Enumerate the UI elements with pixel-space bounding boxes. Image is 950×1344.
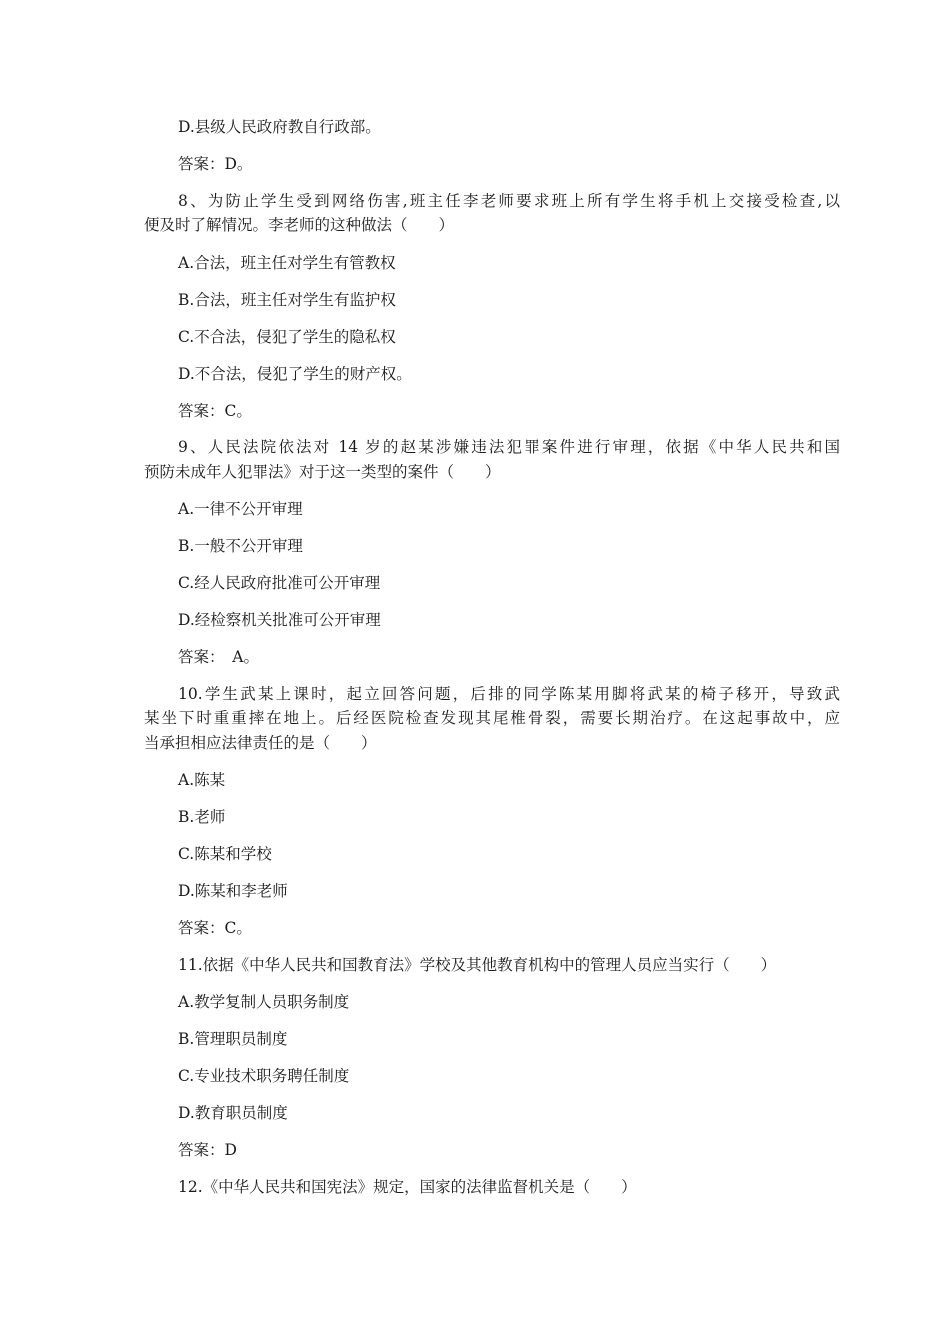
option-8d: D.不合法，侵犯了学生的财产权。 (178, 365, 412, 383)
option-11a: A.教学复制人员职务制度 (178, 993, 350, 1011)
option-9b: B.一般不公开审理 (178, 537, 303, 555)
option-11c: C.专业技术职务聘任制度 (178, 1067, 350, 1085)
option-9a: A.一律不公开审理 (178, 500, 303, 518)
answer-10: 答案：C。 (178, 919, 252, 937)
option-10a: A.陈某 (178, 771, 226, 789)
option-10c: C.陈某和学校 (178, 845, 272, 863)
question-10-line-1: 10.学生武某上课时，起立回答问题，后排的同学陈某用脚将武某的椅子移开，导致武 (178, 685, 840, 703)
option-11b: B.管理职员制度 (178, 1030, 288, 1048)
option-10d: D.陈某和李老师 (178, 882, 288, 900)
option-9d: D.经检察机关批准可公开审理 (178, 611, 381, 629)
question-8-line-1: 8、为防止学生受到网络伤害,班主任李老师要求班上所有学生将手机上交接受检查,以 (178, 192, 840, 210)
answer-11: 答案：D (178, 1141, 237, 1159)
option-10b: B.老师 (178, 808, 226, 826)
option-8a: A.合法，班主任对学生有管教权 (178, 254, 396, 272)
answer-8: 答案：C。 (178, 402, 252, 420)
option-8c: C.不合法，侵犯了学生的隐私权 (178, 328, 396, 346)
answer-7: 答案：D。 (178, 155, 253, 173)
option-9c: C.经人民政府批准可公开审理 (178, 574, 381, 592)
question-8-line-2: 便及时了解情况。李老师的这种做法（ ） (144, 216, 455, 234)
question-10-line-2: 某坐下时重重摔在地上。后经医院检查发现其尾椎骨裂，需要长期治疗。在这起事故中，应 (144, 709, 840, 727)
question-12: 12.《中华人民共和国宪法》规定，国家的法律监督机关是（ ） (178, 1178, 637, 1196)
question-11: 11.依据《中华人民共和国教育法》学校及其他教育机构中的管理人员应当实行（ ） (178, 956, 777, 974)
option-7d: D.县级人民政府教自行政部。 (178, 118, 381, 136)
option-8b: B.合法，班主任对学生有监护权 (178, 291, 396, 309)
answer-9: 答案： A。 (178, 648, 259, 666)
question-10-line-3: 当承担相应法律责任的是（ ） (144, 734, 377, 752)
question-9-line-1: 9、人民法院依法对 14 岁的赵某涉嫌违法犯罪案件进行审理，依据《中华人民共和国 (178, 438, 840, 456)
question-9-line-2: 预防未成年人犯罪法》对于这一类型的案件（ ） (144, 463, 501, 481)
option-11d: D.教育职员制度 (178, 1104, 288, 1122)
